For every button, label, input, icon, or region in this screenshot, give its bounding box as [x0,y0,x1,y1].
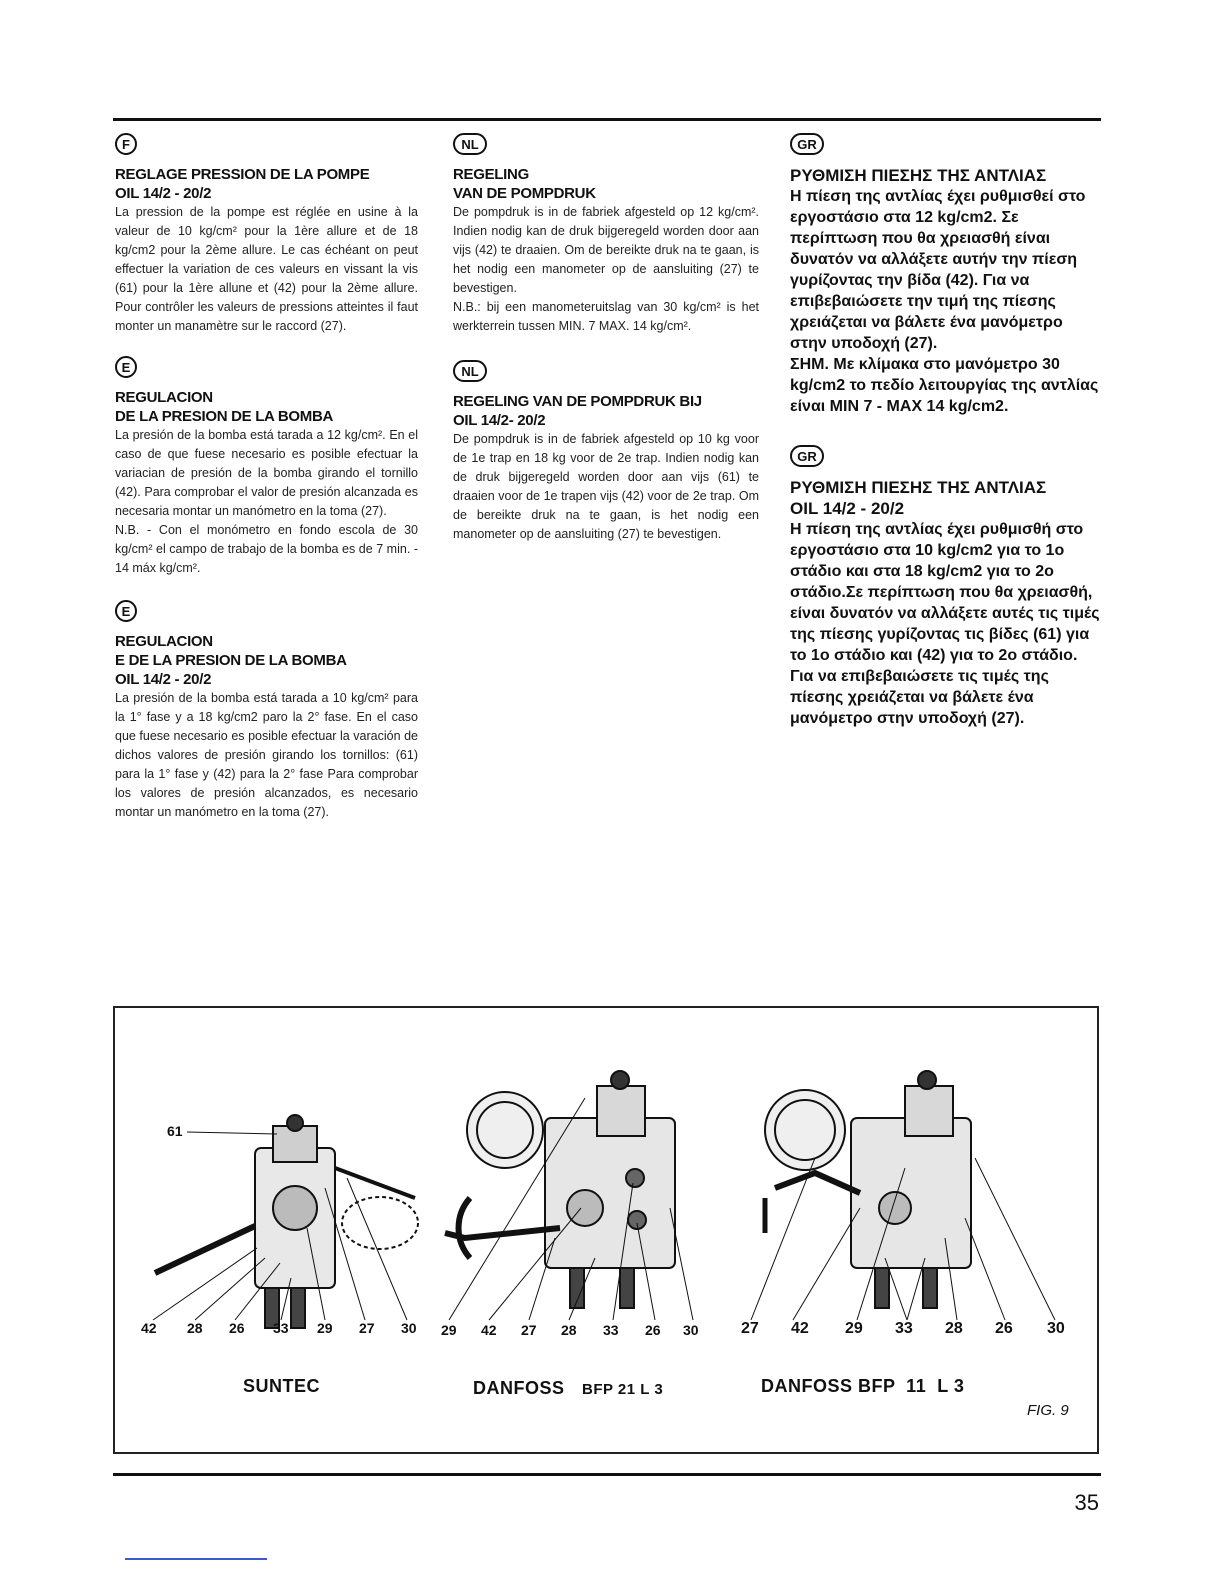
section-title: REGELING VAN DE POMPDRUK BIJ [453,393,702,410]
language-badge-f: F [115,133,137,155]
section-subtitle: E DE LA PRESION DE LA BOMBA [115,652,347,669]
callout-number: 30 [683,1322,699,1338]
caption-suntec: SUNTEC [243,1376,321,1396]
callout-number: 30 [1047,1320,1065,1337]
suntec-callouts [141,1320,417,1336]
callout-number: 27 [521,1322,537,1338]
callout-number: 29 [845,1320,863,1337]
section-spanish-1 [115,356,418,578]
section-title: REGULACION [115,633,213,650]
callout-number: 42 [791,1320,809,1337]
callout-number: 42 [141,1320,157,1336]
callout-number: 33 [895,1320,913,1337]
column-french-spanish [115,133,418,822]
danfoss21-pump-drawing [445,1071,675,1308]
bottom-rule [113,1473,1101,1476]
callout-number: 26 [645,1322,661,1338]
figure-9-box [113,1006,1099,1454]
callout-number: 28 [945,1320,963,1337]
callout-61: 61 [167,1123,183,1139]
language-badge-nl: NL [453,360,487,382]
section-body: De pompdruk is in de fabriek afgesteld op 10 kg voor de 1e trap en 18 kg voor de 2e trap. Indien nodig kan de druk bijgeregeld worden door aan vijs (61) te draaien voor de 1e trapen vijs (42) voor de 2e trap. Om de bereikte druk na te gaan, is het nodig een manometer op de aansluiting (27) te bevestigen. [453,432,759,541]
section-body: La pression de la pompe est réglée en usine à la valeur de 10 kg/cm² pour la 1ère allure et de 18 kg/cm2 pour la 2ème allure. Le cas échéant on peut effectuer la variation de ces valeurs en vissant la vis (61) pour la 1ère allune et (42) pour la 2ème allure. Pour contrôler les valeurs de pressions atteintes il faut monter un manamètre sur le raccord (27). [115,205,418,333]
callout-number: 29 [441,1322,457,1338]
callout-number: 28 [187,1320,203,1336]
section-title: REGELING [453,166,529,183]
language-badge-gr: GR [790,445,824,467]
caption-danfoss-21 [473,1378,663,1399]
section-title: ΡΥΘΜΙΣΗ ΠΙΕΣΗΣ ΤΗΣ ΑΝΤΛΙΑΣ [790,166,1047,185]
callout-number: 30 [401,1320,417,1336]
danfoss11-callouts [741,1320,1065,1337]
danfoss21-callouts [441,1322,699,1338]
column-greek [790,133,1100,729]
section-greek-1 [790,133,1100,417]
section-note: ΣΗΜ. Με κλίμακα στο μανόμετρο 30 kg/cm2 το πεδίο λειτουργίας της αντλίας είναι MIN 7 - MAX 14 kg/cm2. [790,356,1099,415]
danfoss11-pump-drawing [765,1071,971,1308]
caption-danfoss-model: BFP 21 L 3 [582,1381,664,1398]
section-body: La presión de la bomba está tarada a 12 kg/cm². En el caso de que fuese necesario es posible efectuar la variacian de presión de la bomba girando el tornillo (42). Para comprobar el valor de presión alcanzada es necesaria montar un manómetro en la toma (27). [115,428,418,518]
footer-link-underline[interactable] [125,1558,267,1560]
language-badge-e: E [115,600,137,622]
section-spanish-2 [115,600,418,822]
figure-label: FIG. 9 [1027,1402,1069,1419]
section-note: N.B.: bij een manometeruitslag van 30 kg/cm² is het werkterrein tussen MIN. 7 MAX. 14 kg/cm². [453,300,759,333]
section-body: Η πίεση της αντλίας έχει ρυθμισθή στο εργοστάσιο στα 10 kg/cm2 για το 1ο στάδιο και στα 18 kg/cm2 για το 2ο στάδιο.Σε περίπτωση που θα χρειασθή, είναι δυνατόν να αλλάξετε αυτές τις τιμές της πίεσης γυρίζοντας τις βίδες (61) για το 1ο στάδιο και (42) για το 2ο στάδιο. Για να επιβεβαιώσετε τις τιμές της πίεσης χρειάζεται να βάλετε ένα μανόμετρο στην υποδοχή (27). [790,521,1100,727]
section-french [115,133,418,336]
callout-number: 26 [995,1320,1013,1337]
language-badge-nl: NL [453,133,487,155]
callout-number: 26 [229,1320,245,1336]
caption-danfoss-11: DANFOSS BFP 11 L 3 [761,1376,965,1396]
page-number: 35 [1074,1490,1099,1515]
section-dutch-1 [453,133,759,336]
callout-number: 28 [561,1322,577,1338]
section-model: OIL 14/2- 20/2 [453,412,546,429]
callout-number: 42 [481,1322,497,1338]
section-body: La presión de la bomba está tarada a 10 kg/cm² para la 1° fase y a 18 kg/cm2 paro la 2° fase. En el caso que fuese necesario es posible efectuar la varación de dichos valores de presión girando los tornillos: (61) para la 1° fase y (42) para la 2° fase Para comprobar los valores de presión alcanzados, es necesario montar un manómetro en la toma (27). [115,691,418,819]
section-body: Η πίεση της αντλίας έχει ρυθμισθεί στο εργοστάσιο στα 12 kg/cm2. Σε περίπτωση που θα χρειασθή είναι δυνατόν να αλλάξετε αυτήν την πίεση γυρίζοντας την βίδα (42). Για να επιβεβαιώσετε την τιμή της πίεσης χρειάζεται να βάλετε ένα μανόμετρο στην υποδοχή (27). [790,188,1086,352]
top-rule [113,118,1101,121]
section-title: REGLAGE PRESSION DE LA POMPE [115,166,370,183]
language-badge-e: E [115,356,137,378]
section-subtitle: VAN DE POMPDRUK [453,185,596,202]
section-title: ΡΥΘΜΙΣΗ ΠΙΕΣΗΣ ΤΗΣ ΑΝΤΛΙΑΣ [790,478,1047,497]
section-title: REGULACION [115,389,213,406]
section-greek-2 [790,445,1100,729]
language-badge-gr: GR [790,133,824,155]
section-note: N.B. - Con el monómetro en fondo escola de 30 kg/cm² el campo de trabajo de la bomba es de 7 min. - 14 máx kg/cm². [115,523,418,575]
caption-danfoss-brand: DANFOSS [473,1378,565,1398]
section-model: OIL 14/2 - 20/2 [115,185,212,202]
callout-number: 27 [741,1320,759,1337]
callout-number: 33 [273,1320,289,1336]
column-dutch [453,133,759,544]
callout-number: 33 [603,1322,619,1338]
section-dutch-2 [453,360,759,544]
section-subtitle: DE LA PRESION DE LA BOMBA [115,408,334,425]
section-body: De pompdruk is in de fabriek afgesteld op 12 kg/cm². Indien nodig kan de druk bijgeregeld worden door aan vijs (42) te draaien. Om de bereikte druk na te gaan, is het nodig een manometer op de aansluiting (27) te bevestigen. [453,205,759,295]
callout-number: 27 [359,1320,375,1336]
callout-number: 29 [317,1320,333,1336]
section-model: OIL 14/2 - 20/2 [790,499,905,518]
section-model: OIL 14/2 - 20/2 [115,671,212,688]
